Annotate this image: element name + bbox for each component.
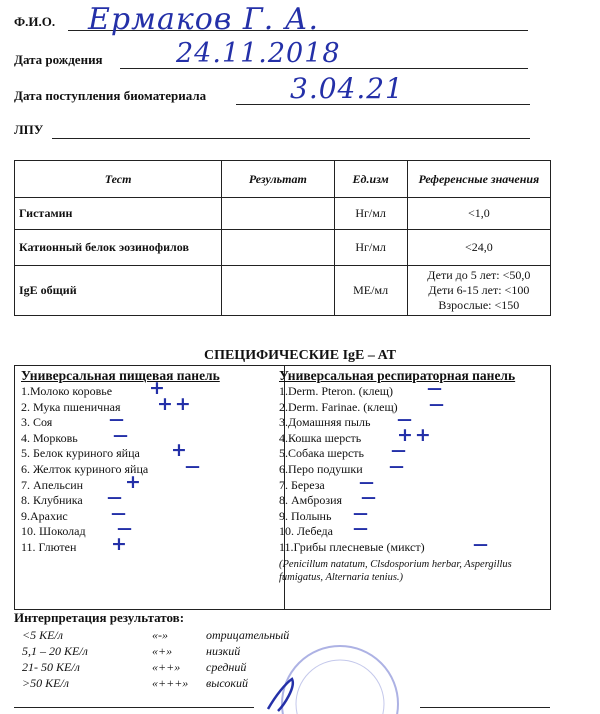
item-name: 10. Лебеда [279,524,333,539]
item-name: 6. Желток куриного яйца [21,461,149,476]
list-item [21,425,279,447]
item-name: 3. Соя [21,415,53,430]
item-name: 4.Кошка шерсть [279,430,362,445]
received-label: Дата поступления биоматериала [14,88,207,103]
result-mark[interactable]: — [107,488,124,507]
resp-list [279,379,549,556]
food-list [21,377,279,556]
item-name: 1.Молоко коровье [21,384,113,398]
specific-panel [14,365,551,610]
interpretation [14,610,184,626]
interp-range: <5 КЕ/л [22,628,63,642]
list-item [279,441,549,462]
list-item [21,470,279,494]
resp-column [279,368,549,584]
test-name: Катионный белок эозинофилов [15,230,222,266]
item-name: 8. Клубника [21,493,83,508]
list-item [279,379,549,400]
interp-sym: «+++» [152,676,189,690]
fio-value[interactable]: Ермаков Г. А. [88,2,320,37]
lpu-label: ЛПУ [14,122,44,137]
item-name: 9. Полынь [279,508,332,523]
list-item [21,503,279,525]
list-item [21,410,279,431]
col-ref: Референсные значения [407,161,550,198]
resp-header: Универсальная респираторная панель [279,368,516,383]
list-item [21,519,279,540]
result-mark[interactable]: — [389,456,406,475]
interp-range: 21- 50 КЕ/л [22,660,80,674]
test-name: Гистамин [15,198,222,230]
list-item [21,377,279,400]
item-name: 11.Грибы плесневые (микст) [279,539,425,554]
result-mark[interactable]: — [353,519,370,538]
item-name: 5.Собака шерсть [279,446,365,461]
ref-line: Дети до 5 лет: <50,0 [427,268,531,282]
result-cell[interactable] [222,266,334,316]
interp-text: высокий [206,676,248,690]
item-name: 3.Домашняя пыль [279,415,371,430]
result-mark[interactable]: — [185,456,202,475]
list-item [279,519,549,540]
ref-cell [407,266,550,316]
ref-line: Дети 6-15 лет: <100 [428,283,530,297]
item-name: 4. Морковь [21,430,78,445]
ref-line: Взрослые: <150 [438,298,520,312]
item-name: 8. Амброзия [279,493,343,508]
bottom-line [14,707,254,708]
fio-label: Ф.И.О. [14,14,56,29]
result-mark[interactable]: — [113,425,130,444]
col-result: Результат [222,161,334,198]
list-item [279,456,549,478]
list-item [279,503,549,525]
list-item [21,392,279,416]
received-value[interactable]: 3.04.21 [290,72,404,105]
interp-sym: «+» [152,644,173,658]
interp-sym: «++» [152,660,181,674]
list-item [279,423,549,447]
result-mark[interactable]: — [359,472,376,491]
specific-title: СПЕЦИФИЧЕСКИЕ IgE – AT [203,348,397,363]
result-mark[interactable]: + [125,470,143,493]
interp-range: 5,1 – 20 КЕ/л [22,644,88,658]
result-mark[interactable]: ++ [397,423,433,446]
list-item [21,439,279,462]
ref-cell: <1,0 [407,198,550,230]
table-row [15,266,551,316]
interp-range: >50 КЕ/л [22,676,69,690]
result-cell[interactable] [222,198,334,230]
item-name: 2. Мука пшеничная [21,399,121,414]
ref-cell: <24,0 [407,230,550,266]
result-mark[interactable]: — [117,519,134,538]
table-row [15,198,551,230]
test-name: IgE общий [15,266,222,316]
list-item [279,488,549,509]
tests-table-header [15,161,551,198]
result-mark[interactable]: — [429,394,446,413]
birth-label: Дата рождения [14,52,103,67]
item-name: 7. Апельсин [21,477,84,492]
result-mark[interactable]: — [473,534,490,553]
food-column [21,368,279,556]
list-item [279,394,549,416]
result-cell[interactable] [222,230,334,266]
bottom-line [420,707,550,708]
item-name: 11. Глютен [21,539,77,554]
item-name: 1.Derm. Pteron. (клещ) [279,384,394,398]
unit-cell: Нг/мл [334,198,407,230]
col-unit: Ед.изм [334,161,407,198]
list-item [21,488,279,509]
table-row [15,230,551,266]
resp-note: (Penicillum natatum, Clsdosporium herbar, Aspergillus fumigatus, Alternaria tenius.) [279,558,512,583]
item-name: 7. Береза [279,477,325,492]
food-header: Универсальная пищевая панель [21,368,220,383]
list-item [279,472,549,494]
item-name: 9.Арахис [21,508,68,523]
result-mark[interactable]: — [397,410,414,429]
unit-cell: Нг/мл [334,230,407,266]
result-mark[interactable]: + [111,532,129,555]
result-mark[interactable]: — [111,503,128,522]
interp-text: низкий [206,644,241,658]
col-test: Тест [15,161,222,198]
item-name: 2.Derm. Farinae. (клещ) [279,399,398,414]
result-mark[interactable]: — [109,410,126,429]
birth-value[interactable]: 24.11.2018 [176,38,341,69]
list-item [21,456,279,478]
item-name: 6.Перо подушки [279,461,363,476]
interp-text: отрицательный [206,628,290,642]
result-mark[interactable]: + [171,439,189,462]
item-name: 10. Шоколад [21,524,86,539]
result-mark[interactable]: — [391,441,408,460]
result-mark[interactable]: — [361,488,378,507]
signature-icon [262,675,322,713]
unit-cell: МЕ/мл [334,266,407,316]
result-mark[interactable]: — [427,379,444,397]
interpretation-title: Интерпретация результатов: [14,610,185,625]
interp-text: средний [206,660,247,674]
item-name: 5. Белок куриного яйца [21,446,140,461]
list-item [279,534,549,556]
tests-table [14,160,551,316]
interp-sym: «-» [152,628,168,642]
result-mark[interactable]: + [149,377,167,399]
result-mark[interactable]: ++ [157,392,193,415]
lpu-underline[interactable] [52,138,530,139]
result-mark[interactable]: — [353,503,370,522]
list-item [21,532,279,556]
